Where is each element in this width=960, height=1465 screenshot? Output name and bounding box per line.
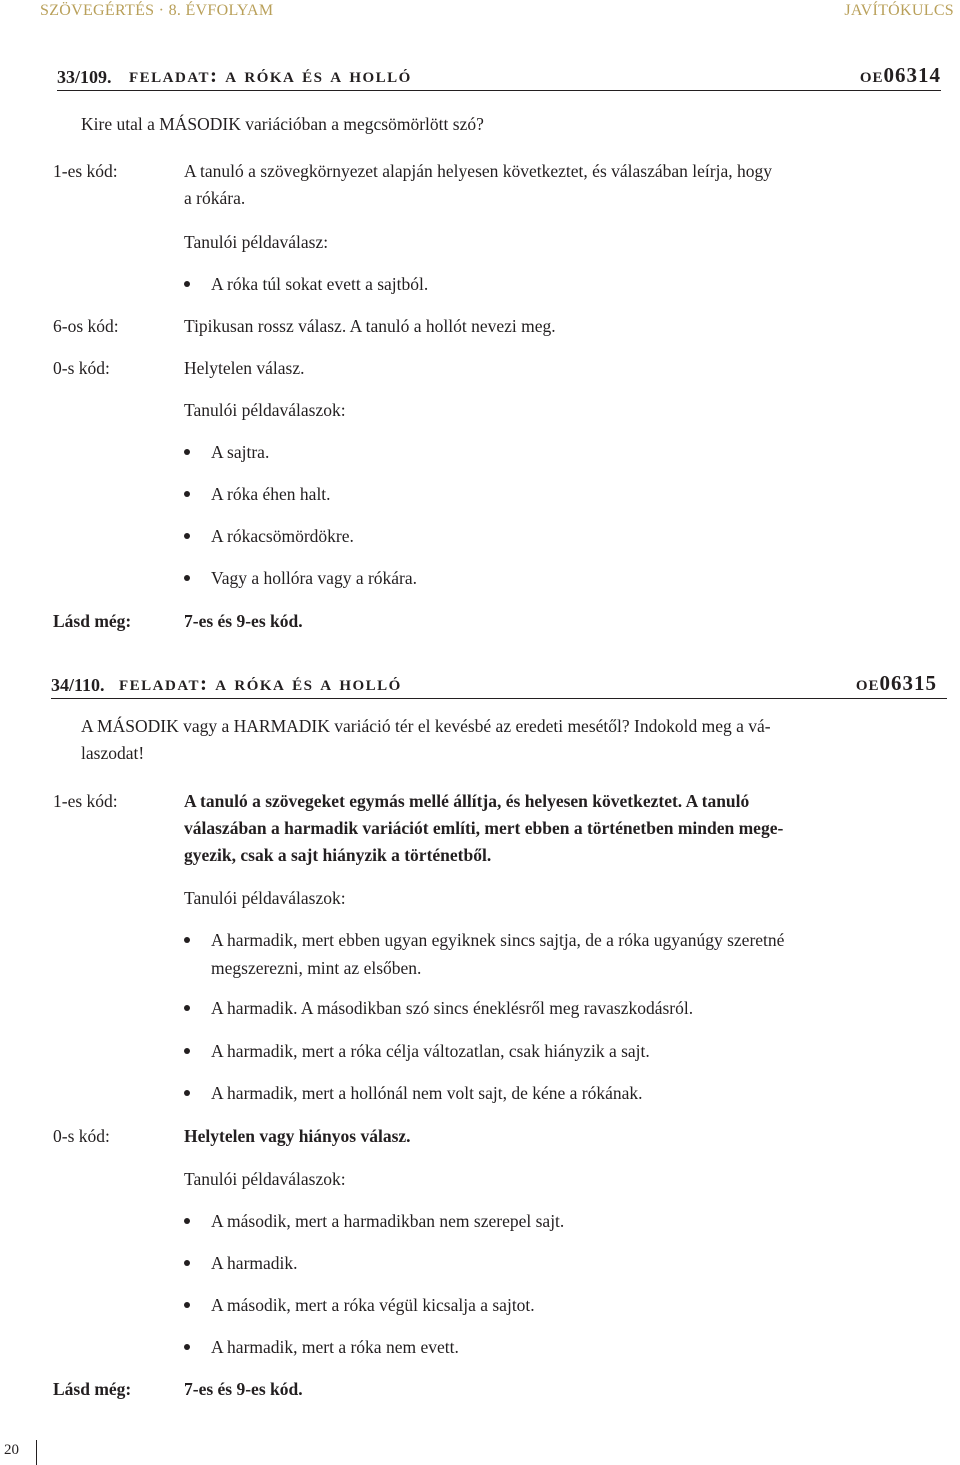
examples-label: Tanulói példaválaszok: bbox=[184, 1169, 346, 1189]
code0-label: 0-s kód: bbox=[53, 1126, 110, 1146]
code6-text: Tipikusan rossz válasz. A tanuló a hollót nevezi meg. bbox=[184, 316, 556, 336]
task-code: oe06314 bbox=[859, 63, 941, 87]
list-item: A harmadik. A másodikban szó sincs éneklésről meg ravaszkodásról. bbox=[184, 994, 693, 1022]
task-number: 33/109. bbox=[57, 67, 112, 87]
list-item: A második, mert a harmadikban nem szerepel sajt. bbox=[184, 1207, 564, 1235]
see-also-label: Lásd még: bbox=[53, 1379, 132, 1399]
task-question: Kire utal a MÁSODIK variációban a megcsömörlött szó? bbox=[81, 114, 484, 134]
list-item-line: megszerezni, mint az elsőben. bbox=[211, 958, 422, 978]
list-item: A róka éhen halt. bbox=[184, 480, 331, 508]
page-number-text: 20 bbox=[4, 1442, 19, 1458]
task-header-34 bbox=[51, 672, 947, 699]
page-number-divider bbox=[36, 1440, 37, 1465]
list-item: A rókacsömördökre. bbox=[184, 522, 354, 550]
list-item: A róka túl sokat evett a sajtból. bbox=[184, 270, 428, 298]
list-item: A harmadik, mert a róka nem evett. bbox=[184, 1333, 459, 1361]
page-number bbox=[0, 1440, 36, 1465]
code1-text-line: válaszában a harmadik variációt említi, mert ebben a történetben minden mege- bbox=[184, 818, 784, 838]
list-item: A második, mert a róka végül kicsalja a sajtot. bbox=[184, 1291, 535, 1319]
examples-label: Tanulói példaválaszok: bbox=[184, 888, 346, 908]
task-code: oe06315 bbox=[855, 671, 937, 695]
code0-label: 0-s kód: bbox=[53, 358, 110, 378]
code1-label: 1-es kód: bbox=[53, 161, 118, 181]
see-also-text: 7-es és 9-es kód. bbox=[184, 611, 303, 631]
list-item: A harmadik. bbox=[184, 1249, 298, 1277]
task-title: feladat: a róka és a holló bbox=[129, 63, 412, 87]
code1-text-line: A tanuló a szövegeket egymás mellé állítja, és helyesen következtet. A tanuló bbox=[184, 791, 750, 811]
list-item bbox=[184, 926, 784, 982]
code0-text: Helytelen válasz. bbox=[184, 358, 305, 378]
code1-text-line: A tanuló a szövegkörnyezet alapján helyesen következtet, és válaszában leírja, hogy bbox=[184, 161, 772, 181]
see-also-text: 7-es és 9-es kód. bbox=[184, 1379, 303, 1399]
list-item: A sajtra. bbox=[184, 438, 269, 466]
task-number: 34/110. bbox=[51, 675, 105, 695]
list-item: A harmadik, mert a róka célja változatlan, csak hiányzik a sajt. bbox=[184, 1037, 650, 1065]
examples-label: Tanulói példaválaszok: bbox=[184, 400, 346, 420]
task-header-33 bbox=[57, 64, 941, 91]
code1-text-line: gyezik, csak a sajt hiányzik a történetből. bbox=[184, 845, 492, 865]
task-question-line: A MÁSODIK vagy a HARMADIK variáció tér el kevésbé az eredeti mesétől? Indokold meg a vá- bbox=[81, 716, 771, 736]
running-head-right: JAVÍTÓKULCS bbox=[844, 2, 954, 19]
list-item-line: A harmadik, mert ebben ugyan egyiknek sincs sajtja, de a róka ugyanúgy szeretné bbox=[211, 930, 785, 950]
examples-label: Tanulói példaválasz: bbox=[184, 232, 329, 252]
code1-label: 1-es kód: bbox=[53, 791, 118, 811]
task-question-line: laszodat! bbox=[81, 743, 145, 763]
code0-text: Helytelen vagy hiányos válasz. bbox=[184, 1126, 411, 1146]
task-title: feladat: a róka és a holló bbox=[119, 671, 402, 695]
code6-label: 6-os kód: bbox=[53, 316, 119, 336]
list-item: Vagy a hollóra vagy a rókára. bbox=[184, 564, 417, 592]
code1-text-line: a rókára. bbox=[184, 188, 246, 208]
running-head bbox=[40, 0, 954, 22]
list-item: A harmadik, mert a hollónál nem volt sajt, de kéne a rókának. bbox=[184, 1079, 643, 1107]
running-head-left: SZÖVEGÉRTÉS · 8. ÉVFOLYAM bbox=[40, 2, 274, 19]
see-also-label: Lásd még: bbox=[53, 611, 132, 631]
